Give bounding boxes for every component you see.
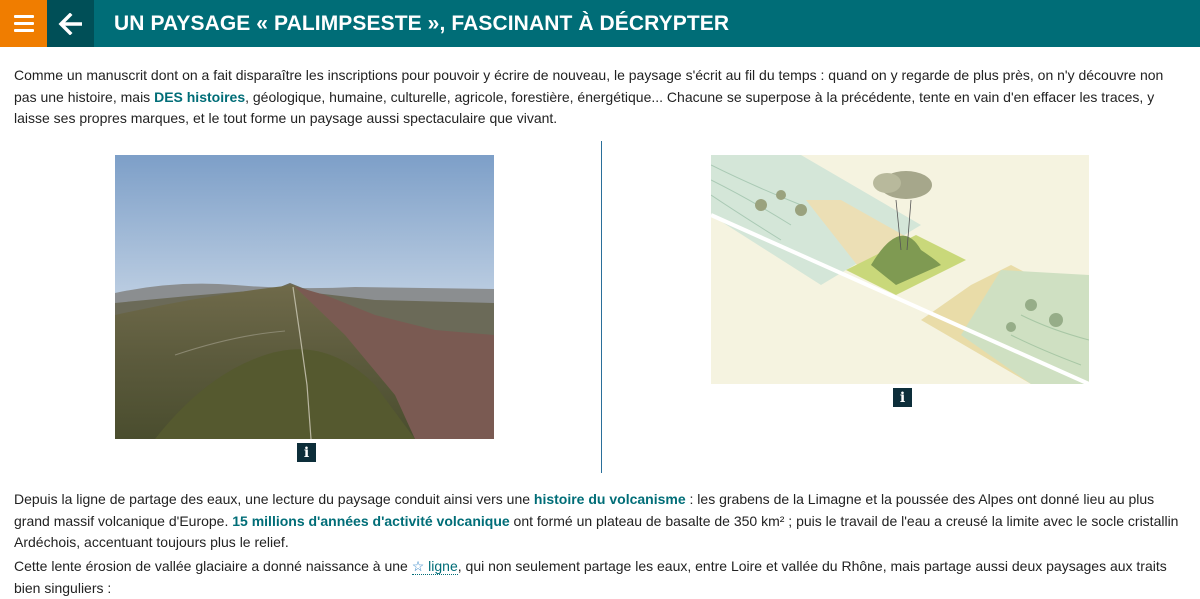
volcanism-paragraph: Depuis la ligne de partage des eaux, une lecture du paysage conduit ainsi vers une histoire du volcanisme : les grabens de la Limagne et la poussée des Alpes ont donné lieu au plus grand massif volcanique d'Europe. 15 millions d'années d'activité volcanique ont formé un plateau de basalte de 350 km² ; puis le travail de l'eau a creusé la limite avec le socle cristallin Ardéchois, accentuant toujours plus le relief. <box>14 491 1179 550</box>
highlight-histoire-volcanisme: histoire du volcanisme <box>533 491 686 507</box>
illustration-info-button[interactable] <box>893 388 912 407</box>
top-bar <box>0 0 1200 47</box>
menu-button[interactable] <box>0 0 47 47</box>
info-icon: i <box>899 389 906 406</box>
ligne-link[interactable]: ☆ ligne <box>411 558 458 574</box>
star-icon: ☆ <box>411 558 425 574</box>
landscape-illustration <box>711 155 1089 384</box>
column-divider <box>601 141 602 473</box>
highlight-des-histoires: DES histoires <box>154 88 246 105</box>
info-icon: i <box>303 444 310 461</box>
erosion-paragraph: Cette lente érosion de vallée glaciaire a donné naissance à une ☆ ligne, qui non seulement partage les eaux, entre Loire et vallée du Rhône, mais partage aussi deux paysages aux traits bien singuliers : <box>14 558 1167 596</box>
highlight-volcanic-activity: 15 millions d'années d'activité volcanique <box>232 512 510 529</box>
landscape-photo <box>115 155 494 439</box>
photo-info-button[interactable] <box>297 443 316 462</box>
page-title: UN PAYSAGE « PALIMPSESTE », FASCINANT À DÉCRYPTER <box>114 11 730 35</box>
intro-paragraph: Comme un manuscrit dont on a fait disparaître les inscriptions pour pouvoir y écrire de nouveau, le paysage s'écrit au fil du temps : quand on y regarde de plus près, on n'y découvre non pas une histoire, mais DES histoires, géologique, humaine, culturelle, agricole, forestière, énergétique... Chacune se superpose à la précédente, tente en vain d'en effacer les traces, y laisse ses propres marques, et le tout forme un paysage aussi spectaculaire que vivant. <box>14 67 1164 126</box>
back-button[interactable] <box>47 0 94 47</box>
hamburger-icon <box>14 15 34 18</box>
arrow-left-icon <box>58 13 84 35</box>
